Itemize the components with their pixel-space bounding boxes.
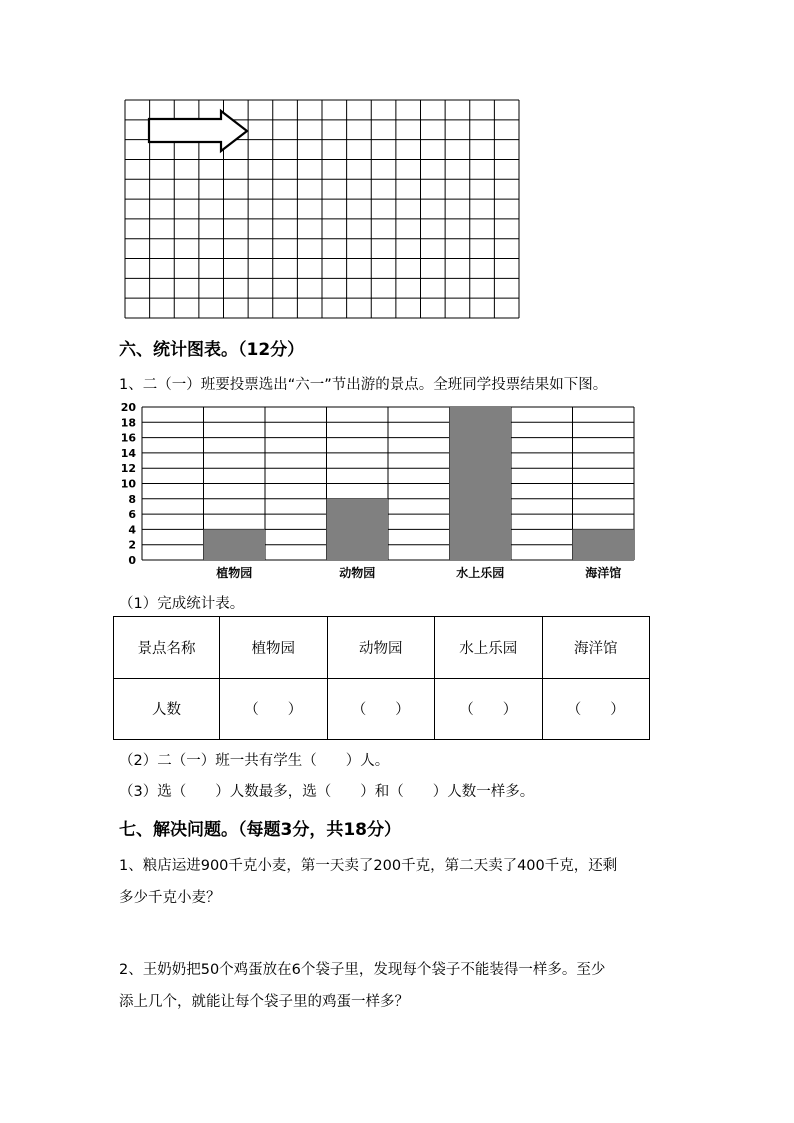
bar <box>450 407 512 560</box>
y-tick-label: 8 <box>128 492 136 506</box>
answer-blank[interactable]: （ ） <box>220 678 328 740</box>
table-header-cell: 水上乐园 <box>435 617 543 679</box>
answer-blank[interactable]: （ ） <box>435 678 543 740</box>
subquestion-1-text: （1）完成统计表。 <box>119 596 245 612</box>
x-tick-label: 植物园 <box>216 566 253 580</box>
x-tick-label: 水上乐园 <box>456 566 505 580</box>
problem-1-line1: 1、粮店运进900千克小麦，第一天卖了200千克，第二天卖了400千克，还剩 <box>119 858 618 874</box>
bar <box>327 499 389 560</box>
x-tick-label: 海洋馆 <box>585 566 622 580</box>
problem-1-line2: 多少千克小麦？ <box>119 890 221 906</box>
table-row <box>114 678 650 740</box>
subquestion-2-text: （2）二（一）班一共有学生（ ）人。 <box>119 753 390 769</box>
stats-table <box>113 616 650 740</box>
arrow-shape <box>149 111 247 151</box>
answer-blank[interactable]: （ ） <box>327 678 435 740</box>
table-header-cell: 动物园 <box>327 617 435 679</box>
y-tick-label: 12 <box>120 462 136 476</box>
y-tick-label: 2 <box>128 538 136 552</box>
bar <box>573 529 635 560</box>
table-row-label: 人数 <box>114 678 220 740</box>
section7-heading: 七、解决问题。（每题3分，共18分） <box>119 820 401 840</box>
problem-2-line2: 添上几个，就能让每个袋子里的鸡蛋一样多？ <box>119 994 409 1010</box>
chart-x-labels <box>216 565 621 580</box>
table-header-row <box>114 617 650 679</box>
bar <box>204 529 266 560</box>
table-header-cell: 植物园 <box>220 617 328 679</box>
arrow-grid <box>124 99 520 319</box>
y-tick-label: 18 <box>120 416 136 430</box>
y-tick-label: 20 <box>120 401 136 414</box>
y-tick-label: 16 <box>120 431 136 445</box>
y-tick-label: 6 <box>128 508 136 522</box>
y-tick-label: 10 <box>120 477 136 491</box>
y-tick-label: 14 <box>120 446 136 460</box>
bar-chart <box>112 400 642 585</box>
table-header-cell: 海洋馆 <box>542 617 650 679</box>
table-header-cell: 景点名称 <box>114 617 220 679</box>
answer-blank[interactable]: （ ） <box>542 678 650 740</box>
y-tick-label: 0 <box>128 554 136 567</box>
subquestion-3-text: （3）选（ ）人数最多，选（ ）和（ ）人数一样多。 <box>119 784 535 800</box>
x-tick-label: 动物园 <box>339 566 376 580</box>
y-tick-label: 4 <box>128 523 136 537</box>
question-6-1-text: 1、二（一）班要投票选出“六一”节出游的景点。全班同学投票结果如下图。 <box>119 377 608 393</box>
problem-2-line1: 2、王奶奶把50个鸡蛋放在6个袋子里，发现每个袋子不能装得一样多。至少 <box>119 962 606 978</box>
section6-heading: 六、统计图表。（12分） <box>119 340 305 360</box>
chart-y-ticks <box>121 401 137 567</box>
